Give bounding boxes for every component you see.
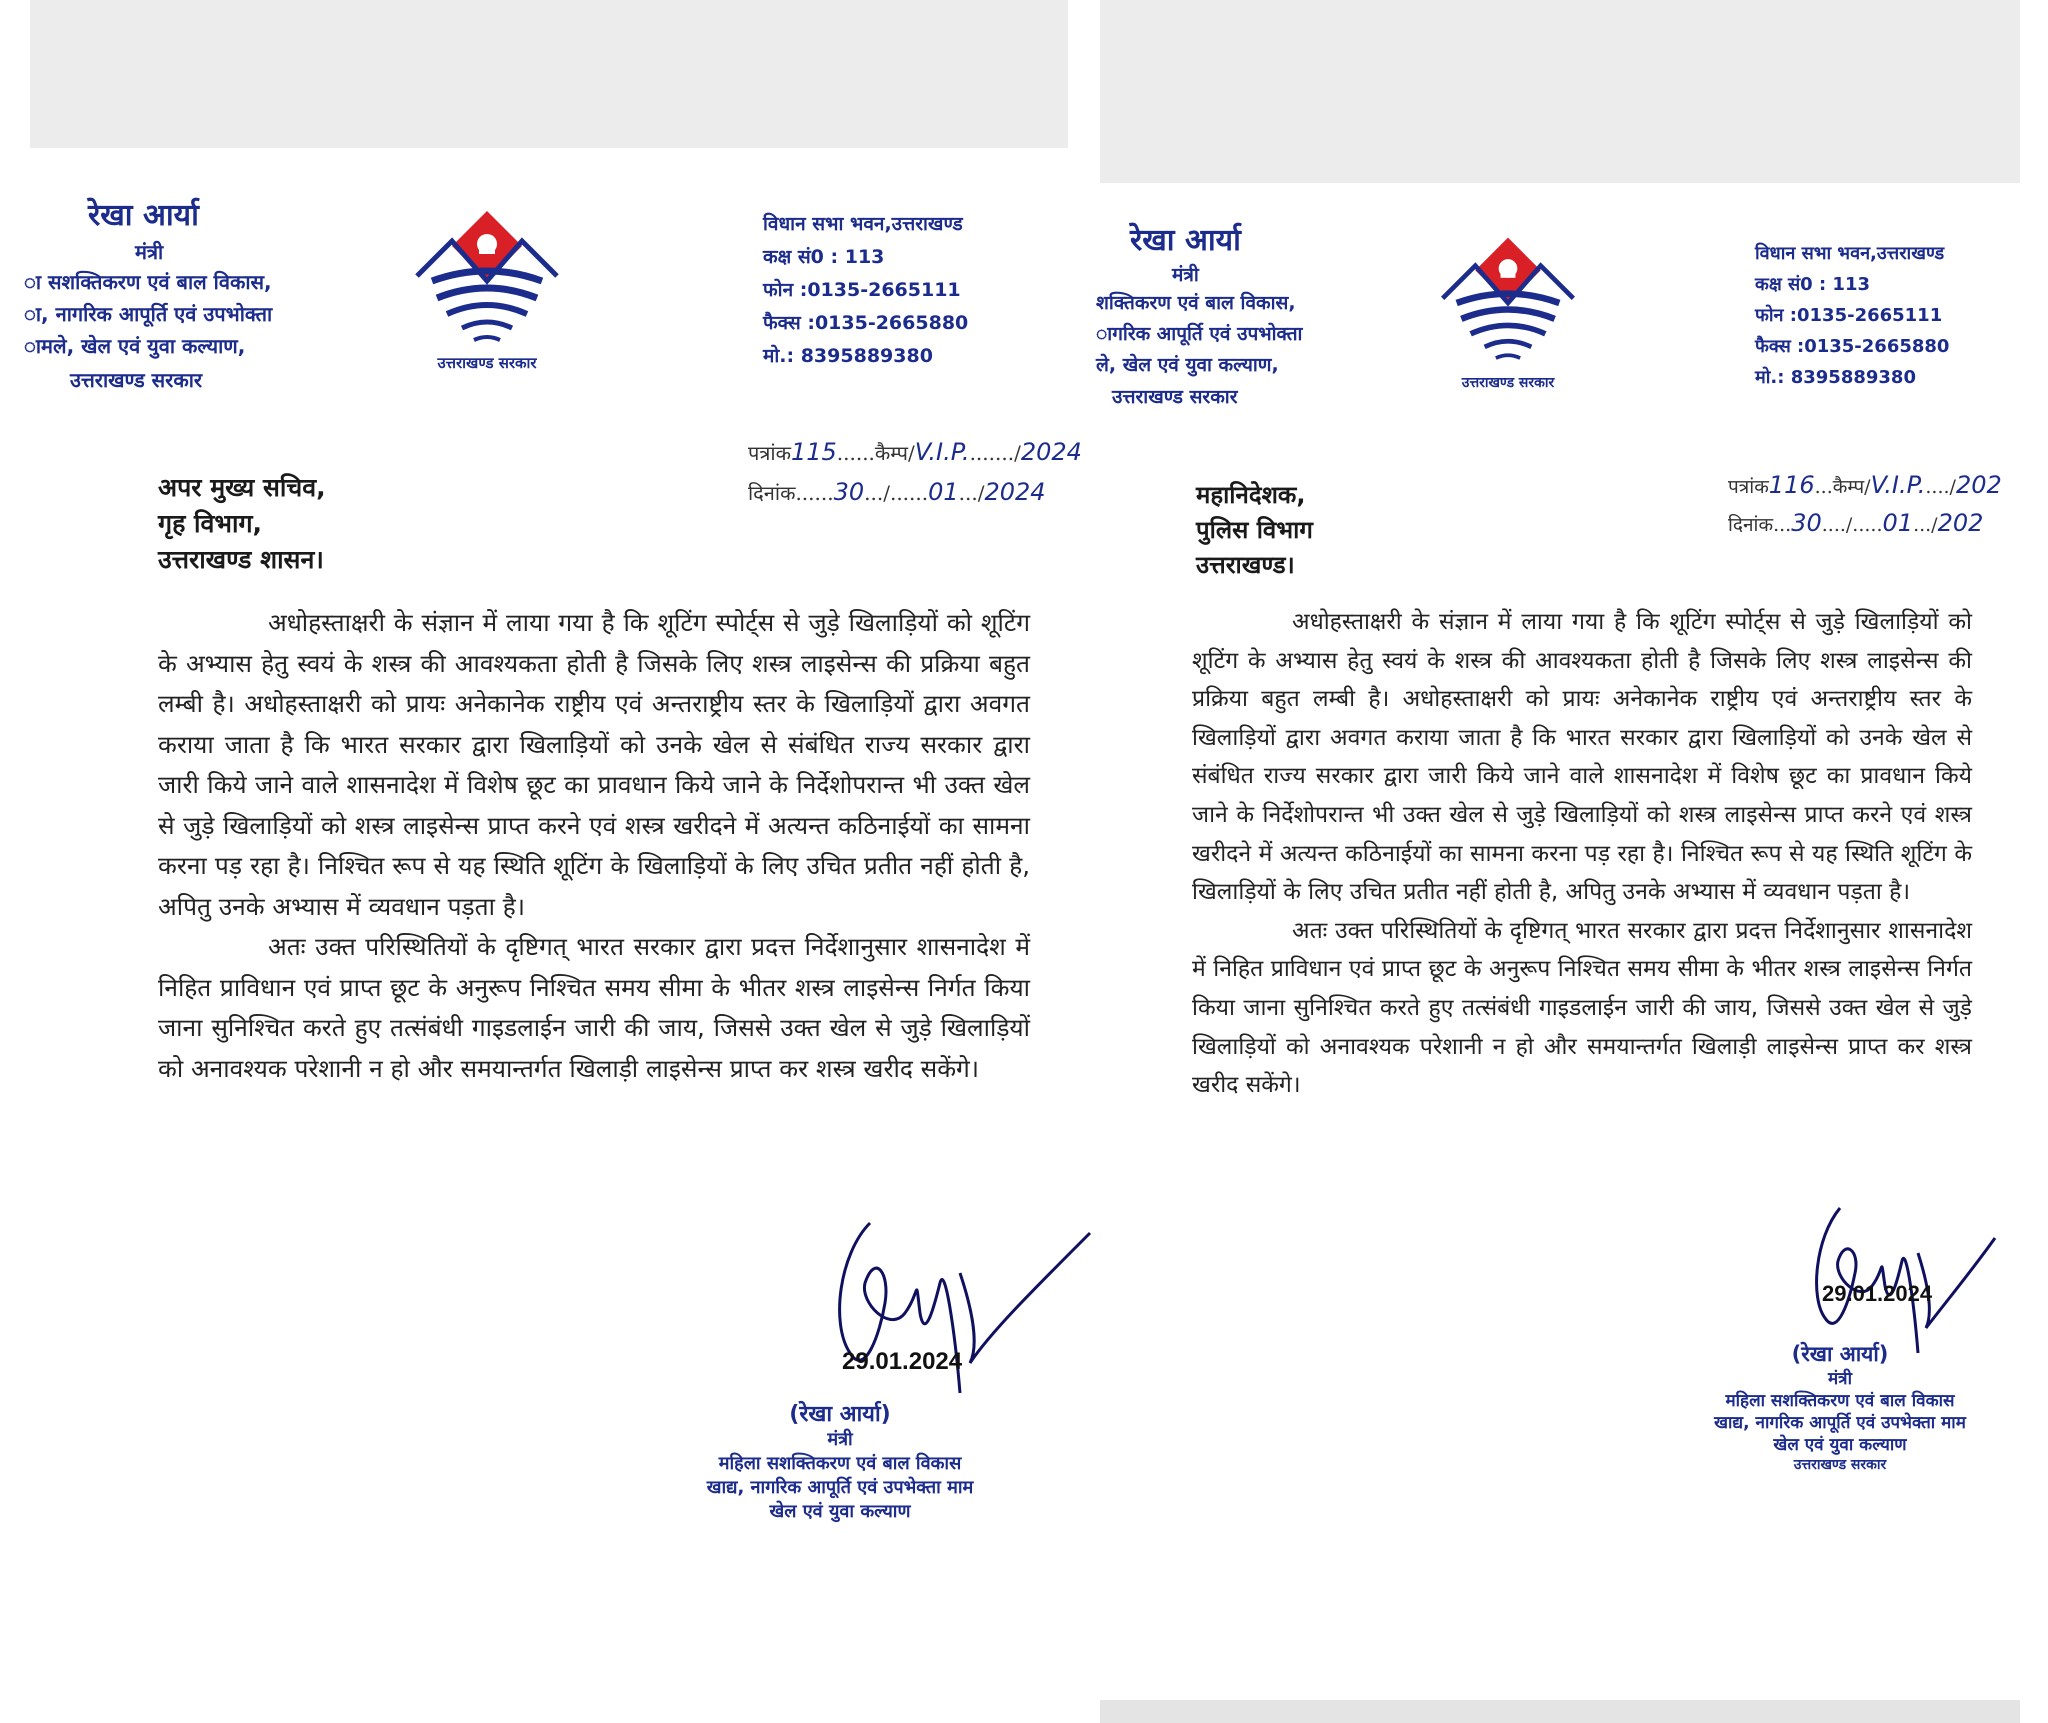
emblem-label: उत्तराखण्ड सरकार (1461, 375, 1555, 391)
sender-title: मंत्री (135, 240, 164, 264)
body-paragraph: अतः उक्त परिस्थितियों के दृष्टिगत् भारत सरकार द्वारा प्रदत्त निर्देशानुसार शासनादेश में निहित प्राविधान एवं प्राप्त छूट के अनुरूप निश्चित समय सीमा के भीतर शस्त्र लाइसेन्स निर्गत किया जाना सुनिश्चित करते हुए तत्संबंधी गाइडलाईन जारी की जाय, जिससे उक्त खेल से जुड़े खिलाड़ियों को अनावश्यक परेशानी न हो और समयान्तर्गत खिलाड़ी लाइसेन्स प्राप्त कर शस्त्र खरीद सकेंगे। (158, 932, 1030, 1083)
reference-date: दिनांक......30.../......01.../2024 (748, 478, 1046, 506)
contact-address: विधान सभा भवन,उत्तराखण्ड (763, 213, 963, 235)
sender-portfolio-1: ा सशक्तिकरण एवं बाल विकास, (24, 270, 272, 294)
reference-date: दिनांक...30..../.....01.../202 (1728, 509, 1984, 537)
signature-block (670, 1398, 1010, 1524)
signatory-portfolio: खाद्य, नागरिक आपूर्ति एवं उपभेक्ता माम (706, 1477, 974, 1498)
letter-right (1096, 183, 2020, 1700)
reference-number: पत्रांक115......कैम्प/V.I.P......../2024 (748, 438, 1082, 466)
sender-portfolio-3: ामले, खेल एवं युवा कल्याण, (24, 334, 246, 358)
letter-body (158, 603, 1030, 1089)
scan-background-left (30, 0, 1068, 148)
body-paragraph: अतः उक्त परिस्थितियों के दृष्टिगत् भारत सरकार द्वारा प्रदत्त निर्देशानुसार शासनादेश में निहित प्राविधान एवं प्राप्त छूट के अनुरूप निश्चित समय सीमा के भीतर शस्त्र लाइसेन्स निर्गत किया जाना सुनिश्चित करते हुए तत्संबंधी गाइडलाईन जारी की जाय, जिससे उक्त खेल से जुड़े खिलाड़ियों को अनावश्यक परेशानी न हो और समयान्तर्गत खिलाड़ी लाइसेन्स प्राप्त कर शस्त्र खरीद सकेंगे। (1192, 917, 1972, 1099)
contact-address: विधान सभा भवन,उत्तराखण्ड (1755, 243, 1945, 264)
scan-background-right-bottom (1100, 1700, 2020, 1723)
signatory-portfolio: खेल एवं युवा कल्याण (769, 1501, 911, 1522)
sender-name: रेखा आर्या (88, 198, 199, 233)
emblem-label: उत्तराखण्ड सरकार (437, 354, 537, 372)
signatory-portfolio: उत्तराखण्ड सरकार (1793, 1457, 1887, 1473)
contact-fax: फैक्स :0135-2665880 (763, 312, 969, 334)
signatory-title: मंत्री (827, 1429, 853, 1450)
sender-portfolio-3: ले, खेल एवं युवा कल्याण, (1096, 354, 1279, 376)
contact-mobile: मो.: 8395889380 (1755, 367, 1916, 388)
addressee-line: गृह विभाग, (158, 509, 263, 538)
contact-room: कक्ष सं0 : 113 (763, 246, 885, 268)
signatory-name: (रेखा आर्या) (789, 1402, 891, 1427)
addressee-line: उत्तराखण्ड। (1196, 551, 1295, 579)
contact-phone: फोन :0135-2665111 (1755, 305, 1943, 326)
sender-portfolio-4: उत्तराखण्ड सरकार (70, 368, 203, 392)
contact-fax: फैक्स :0135-2665880 (1755, 336, 1950, 357)
signatory-portfolio: खाद्य, नागरिक आपूर्ति एवं उपभेक्ता माम (1714, 1413, 1966, 1433)
sender-name: रेखा आर्या (1130, 223, 1241, 258)
sender-portfolio-2: ागरिक आपूर्ति एवं उपभोक्ता (1096, 323, 1303, 345)
addressee (1196, 478, 1313, 583)
signature-date: 29.01.2024 (842, 1348, 963, 1375)
scan-background-right (1100, 0, 2020, 183)
reference-number: पत्रांक116...कैम्प/V.I.P...../202 (1728, 471, 2002, 499)
signatory-portfolio: खेल एवं युवा कल्याण (1773, 1435, 1907, 1455)
letter-body (1192, 603, 1972, 1105)
body-paragraph: अधोहस्ताक्षरी के संज्ञान में लाया गया है कि शूटिंग स्पोर्ट्स से जुड़े खिलाड़ियों को शूटिंग के अभ्यास हेतु स्वयं के शस्त्र की आवश्यकता होती है जिसके लिए शस्त्र लाइसेन्स की प्रक्रिया बहुत लम्बी है। अधोहस्ताक्षरी को प्रायः अनेकानेक राष्ट्रीय एवं अन्तराष्ट्रीय स्तर के खिलाड़ियों द्वारा अवगत कराया जाता है कि भारत सरकार द्वारा खिलाड़ियों को उनके खेल से संबंधित राज्य सरकार द्वारा जारी किये जाने वाले शासनादेश में विशेष छूट का प्रावधान किये जाने के निर्देशोपरान्त भी उक्त खेल से जुड़े खिलाड़ियों को शस्त्र लाइसेन्स प्राप्त करने एवं शस्त्र खरीदने में अत्यन्त कठिनाईयों का सामना करना पड़ रहा है। निश्चित रूप से यह स्थिति शूटिंग के खिलाड़ियों के लिए उचित प्रतीत नहीं होती है, अपितु उनके अभ्यास में व्यवधान पड़ता है। (1192, 609, 1972, 906)
signatory-name: (रेखा आर्या) (1791, 1342, 1889, 1366)
letter-left (24, 148, 1082, 1723)
uttarakhand-emblem-icon (1438, 233, 1578, 373)
addressee-line: उत्तराखण्ड शासन। (158, 545, 324, 574)
addressee (158, 470, 326, 578)
signatory-title: मंत्री (1828, 1369, 1852, 1389)
addressee-line: महानिदेशक, (1196, 481, 1306, 509)
contact-mobile: मो.: 8395889380 (763, 345, 933, 367)
contact-phone: फोन :0135-2665111 (763, 279, 961, 301)
addressee-line: अपर मुख्य सचिव, (158, 473, 326, 502)
page-divider (1072, 0, 1100, 1723)
sender-portfolio-2: ा, नागरिक आपूर्ति एवं उपभोक्ता (24, 302, 273, 326)
signatory-portfolio: महिला सशक्तिकरण एवं बाल विकास (1725, 1391, 1955, 1411)
sender-portfolio-4: उत्तराखण्ड सरकार (1112, 386, 1238, 408)
contact-room: कक्ष सं0 : 113 (1755, 274, 1870, 295)
addressee-line: पुलिस विभाग (1196, 516, 1313, 544)
signature-date: 29.01.2024 (1822, 1281, 1933, 1306)
signatory-portfolio: महिला सशक्तिकरण एवं बाल विकास (718, 1453, 962, 1474)
body-paragraph: अधोहस्ताक्षरी के संज्ञान में लाया गया है कि शूटिंग स्पोर्ट्स से जुड़े खिलाड़ियों को शूटिंग के अभ्यास हेतु स्वयं के शस्त्र की आवश्यकता होती है जिसके लिए शस्त्र लाइसेन्स की प्रक्रिया बहुत लम्बी है। अधोहस्ताक्षरी को प्रायः अनेकानेक राष्ट्रीय एवं अन्तराष्ट्रीय स्तर के खिलाड़ियों द्वारा अवगत कराया जाता है कि भारत सरकार द्वारा खिलाड़ियों को उनके खेल से संबंधित राज्य सरकार द्वारा जारी किये जाने वाले शासनादेश में विशेष छूट का प्रावधान किये जाने के निर्देशोपरान्त भी उक्त खेल से जुड़े खिलाड़ियों को शस्त्र लाइसेन्स प्राप्त करने एवं शस्त्र खरीदने में अत्यन्त कठिनाईयों का सामना करना पड़ रहा है। निश्चित रूप से यह स्थिति शूटिंग के खिलाड़ियों के लिए उचित प्रतीत नहीं होती है, अपितु उनके अभ्यास में व्यवधान पड़ता है। (158, 608, 1030, 921)
signature-block (1680, 1340, 2000, 1474)
sender-portfolio-1: शक्तिकरण एवं बाल विकास, (1096, 292, 1296, 314)
sender-title: मंत्री (1172, 264, 1199, 286)
uttarakhand-emblem-icon (412, 206, 562, 356)
